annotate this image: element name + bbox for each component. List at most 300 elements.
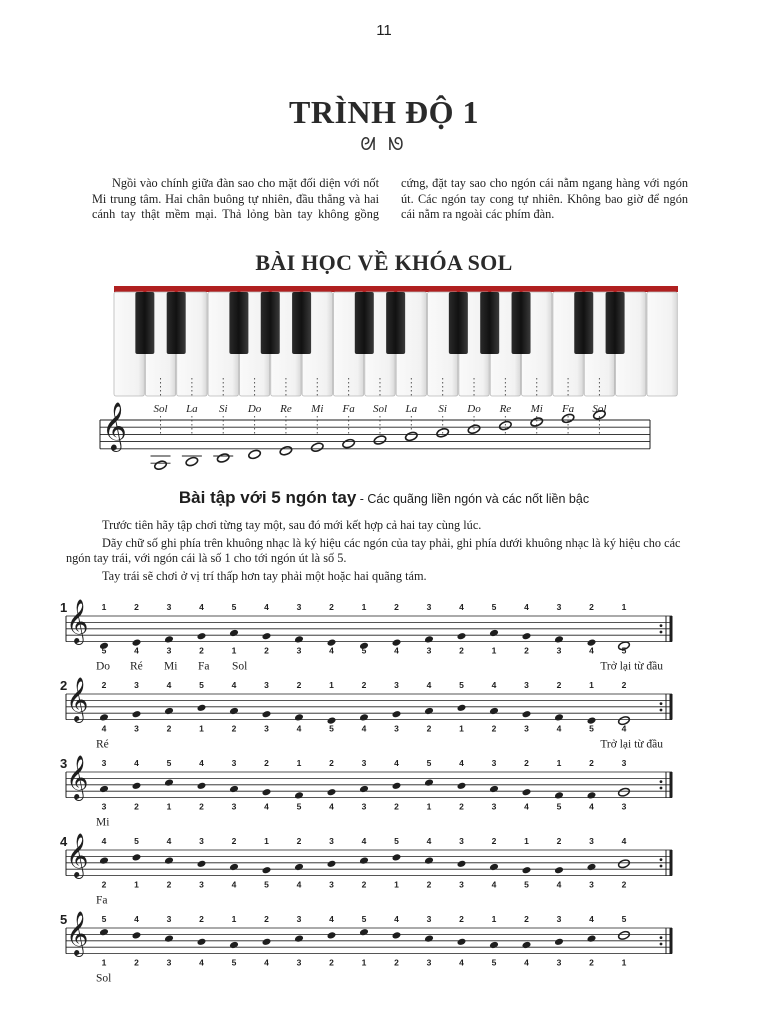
intro-paragraph-block: [92, 176, 688, 223]
left-hand-finger-number: 2: [166, 879, 172, 890]
note-name-label: Fa: [342, 403, 355, 415]
left-hand-finger-number: 4: [134, 645, 139, 656]
left-hand-finger-number: 2: [394, 801, 399, 812]
right-hand-finger-number: 3: [491, 758, 497, 768]
right-hand-finger-number: 3: [426, 602, 432, 612]
repeat-dot: [660, 787, 663, 790]
black-key: [229, 292, 248, 354]
black-key: [386, 292, 405, 354]
quarter-note: [294, 791, 304, 799]
quarter-note: [327, 931, 337, 939]
left-hand-finger-number: 4: [491, 879, 497, 890]
right-hand-finger-number: 4: [394, 758, 399, 768]
right-hand-finger-number: 5: [199, 680, 204, 690]
page-title: TRÌNH ĐỘ 1: [289, 94, 479, 130]
note-name-label: Mi: [164, 660, 178, 673]
left-hand-finger-number: 1: [491, 645, 497, 656]
right-hand-finger-number: 1: [264, 836, 269, 846]
flourish-ornament-icon: ᘛ ᘚ: [360, 134, 408, 154]
right-hand-finger-number: 2: [134, 602, 139, 612]
quarter-note: [489, 863, 499, 871]
note-name-label: Mi: [311, 403, 324, 415]
right-hand-finger-number: 3: [166, 914, 172, 924]
right-hand-finger-number: 4: [101, 836, 107, 846]
right-hand-finger-number: 4: [231, 680, 237, 690]
quarter-note: [262, 632, 272, 640]
left-hand-finger-number: 2: [394, 957, 399, 968]
whole-note: [373, 435, 387, 446]
left-hand-finger-number: 4: [231, 879, 237, 890]
right-hand-finger-number: 2: [231, 836, 237, 846]
note-name-labels: [153, 403, 606, 415]
left-hand-finger-number: 4: [394, 645, 399, 656]
whole-note: [499, 420, 513, 431]
quarter-note: [294, 713, 304, 721]
right-hand-finger-number: 3: [166, 602, 172, 612]
quarter-note: [489, 785, 499, 793]
right-hand-finger-number: 3: [199, 836, 204, 846]
quarter-note: [587, 863, 597, 871]
left-hand-finger-number: 3: [491, 801, 497, 812]
black-key: [606, 292, 625, 354]
left-hand-finger-number: 2: [264, 645, 269, 656]
left-hand-finger-number: 3: [426, 645, 432, 656]
left-hand-finger-number: 4: [556, 879, 562, 890]
right-hand-finger-number: 5: [134, 836, 139, 846]
right-hand-finger-number: 1: [556, 758, 562, 768]
quarter-note: [392, 853, 402, 861]
note-name-label: Sol: [592, 403, 607, 415]
right-hand-finger-number: 3: [524, 680, 529, 690]
quarter-note: [197, 860, 207, 868]
left-hand-finger-number: 5: [621, 645, 627, 656]
quarter-note: [457, 860, 467, 868]
repeat-dot: [660, 858, 663, 861]
keyboard-and-stave-figure: [100, 286, 680, 474]
left-hand-finger-number: 3: [199, 879, 204, 890]
right-hand-finger-number: 1: [296, 758, 302, 768]
right-hand-finger-number: 3: [134, 680, 139, 690]
left-hand-finger-number: 1: [394, 879, 399, 890]
quarter-note: [489, 629, 499, 637]
quarter-note: [359, 713, 369, 721]
quarter-note: [229, 863, 239, 871]
left-hand-finger-number: 3: [134, 723, 139, 734]
quarter-note: [294, 934, 304, 942]
left-hand-finger-number: 3: [556, 645, 562, 656]
quarter-note: [229, 941, 239, 949]
quarter-note: [132, 710, 142, 718]
left-hand-finger-number: 1: [166, 801, 172, 812]
treble-clef-icon: 𝄞: [66, 677, 89, 721]
right-hand-finger-number: 5: [426, 758, 432, 768]
right-hand-finger-number: 2: [524, 914, 529, 924]
right-hand-finger-number: 4: [166, 680, 172, 690]
exercise-system: [60, 833, 672, 907]
right-hand-finger-number: 2: [621, 680, 627, 690]
right-hand-finger-number: 3: [589, 836, 594, 846]
right-hand-finger-number: 4: [166, 836, 172, 846]
note-name-label: Si: [438, 403, 447, 415]
note-name-label: Fa: [561, 403, 575, 415]
exercise-number: 3: [60, 756, 68, 771]
quarter-note: [262, 788, 272, 796]
repeat-dot: [660, 624, 663, 627]
right-hand-finger-number: 5: [491, 602, 497, 612]
right-hand-finger-number: 3: [556, 602, 562, 612]
instructions: [66, 518, 686, 586]
treble-clef-icon: 𝄞: [66, 833, 89, 877]
exercise-system: [60, 911, 672, 985]
black-key: [480, 292, 499, 354]
quarter-note: [197, 938, 207, 946]
treble-clef-icon: 𝄞: [66, 755, 89, 799]
left-hand-finger-number: 5: [361, 645, 367, 656]
left-hand-finger-number: 4: [524, 801, 529, 812]
whole-note: [279, 445, 293, 456]
instruction-line: Trước tiên hãy tập chơi từng tay một, sau đó mới kết hợp cả hai tay cùng lúc.: [102, 518, 482, 532]
quarter-note: [262, 938, 272, 946]
left-hand-finger-number: 5: [231, 957, 237, 968]
note-name-label: Fa: [96, 894, 108, 907]
quarter-note: [424, 635, 434, 643]
left-hand-finger-number: 3: [231, 801, 237, 812]
left-hand-finger-number: 5: [491, 957, 497, 968]
quarter-note: [262, 866, 272, 874]
quarter-note: [132, 782, 142, 790]
left-hand-finger-number: 2: [199, 645, 204, 656]
right-hand-finger-number: 2: [329, 758, 334, 768]
right-hand-finger-number: 3: [329, 836, 334, 846]
exercise-number: 4: [60, 834, 68, 849]
instruction-line: Tay trái sẽ chơi ở vị trí thấp hơn tay phải một hoặc hai quãng tám.: [102, 568, 427, 583]
black-key: [135, 292, 154, 354]
right-hand-finger-number: 3: [556, 914, 562, 924]
right-hand-finger-number: 3: [621, 758, 627, 768]
quarter-note: [457, 782, 467, 790]
left-hand-finger-number: 2: [491, 723, 497, 734]
right-hand-finger-number: 2: [394, 602, 399, 612]
left-hand-finger-number: 4: [621, 723, 627, 734]
exercise-system: [60, 755, 672, 829]
quarter-note: [392, 782, 402, 790]
right-hand-finger-number: 3: [264, 680, 269, 690]
quarter-note: [554, 866, 564, 874]
right-hand-finger-number: 4: [134, 758, 139, 768]
left-hand-finger-number: 2: [199, 801, 204, 812]
right-hand-finger-number: 1: [589, 680, 594, 690]
right-hand-finger-number: 5: [231, 602, 237, 612]
right-hand-finger-number: 2: [589, 758, 594, 768]
exercise-heading-sub: - Các quãng liền ngón và các nốt liền bậc: [356, 492, 590, 506]
left-hand-finger-number: 4: [459, 957, 464, 968]
quarter-note: [489, 707, 499, 715]
exercise-number: 5: [60, 912, 68, 927]
right-hand-finger-number: 5: [621, 914, 627, 924]
left-hand-finger-number: 5: [524, 879, 529, 890]
left-hand-finger-number: 3: [621, 801, 627, 812]
right-hand-finger-number: 3: [101, 758, 107, 768]
repeat-from-start-label: Trở lại từ đầu: [600, 660, 663, 673]
left-hand-finger-number: 2: [231, 723, 237, 734]
quarter-note: [327, 788, 337, 796]
note-name-label: Re: [499, 403, 512, 415]
left-hand-finger-number: 1: [231, 645, 237, 656]
right-hand-finger-number: 3: [394, 680, 399, 690]
left-hand-finger-number: 1: [459, 723, 464, 734]
left-hand-finger-number: 2: [329, 957, 334, 968]
note-name-label: Do: [96, 660, 111, 673]
left-hand-finger-number: 2: [426, 879, 432, 890]
right-hand-finger-number: 5: [361, 914, 367, 924]
note-name-label: Ré: [130, 660, 143, 673]
black-key: [167, 292, 186, 354]
left-hand-finger-number: 5: [264, 879, 269, 890]
note-name-label: Do: [247, 403, 262, 415]
right-hand-finger-number: 4: [394, 914, 399, 924]
five-finger-exercises: [60, 596, 700, 985]
left-hand-finger-number: 1: [199, 723, 204, 734]
right-hand-finger-number: 4: [524, 602, 529, 612]
quarter-note: [457, 704, 467, 712]
quarter-note: [164, 635, 174, 643]
right-hand-finger-number: 4: [459, 602, 464, 612]
right-hand-finger-number: 4: [426, 680, 432, 690]
note-name-label: Do: [467, 403, 481, 415]
quarter-note: [99, 713, 109, 721]
left-hand-finger-number: 3: [329, 879, 334, 890]
quarter-note: [132, 853, 142, 861]
left-hand-finger-number: 3: [101, 801, 107, 812]
left-hand-finger-number: 4: [329, 645, 334, 656]
lesson-title: BÀI HỌC VỀ KHÓA SOL: [255, 250, 513, 275]
whole-note: [618, 930, 631, 940]
left-hand-finger-number: 4: [589, 645, 594, 656]
note-name-label: Sol: [153, 403, 168, 415]
left-hand-finger-number: 3: [394, 723, 399, 734]
quarter-note: [392, 710, 402, 718]
right-hand-finger-number: 4: [589, 914, 594, 924]
left-hand-finger-number: 4: [296, 723, 302, 734]
quarter-note: [554, 713, 564, 721]
left-hand-finger-number: 3: [296, 957, 302, 968]
right-hand-finger-number: 5: [394, 836, 399, 846]
exercise-heading-main: Bài tập với 5 ngón tay: [178, 488, 357, 507]
right-hand-finger-number: 4: [491, 680, 497, 690]
left-hand-finger-number: 2: [361, 879, 367, 890]
note-name-label: Sol: [96, 972, 112, 985]
note-name-label: Si: [218, 403, 228, 415]
right-hand-finger-number: 1: [231, 914, 237, 924]
left-hand-finger-number: 3: [166, 957, 172, 968]
right-hand-finger-number: 4: [264, 602, 269, 612]
piano-felt-strip: [114, 286, 678, 292]
quarter-note: [197, 782, 207, 790]
left-hand-finger-number: 5: [101, 645, 107, 656]
right-hand-finger-number: 3: [426, 914, 432, 924]
quarter-note: [164, 707, 174, 715]
quarter-note: [229, 707, 239, 715]
right-hand-finger-number: 4: [199, 602, 204, 612]
quarter-note: [587, 791, 597, 799]
left-hand-finger-number: 2: [134, 957, 139, 968]
exercise-system: [60, 677, 672, 751]
left-hand-finger-number: 4: [296, 879, 302, 890]
right-hand-finger-number: 2: [361, 680, 367, 690]
right-hand-finger-number: 2: [264, 758, 269, 768]
right-hand-finger-number: 1: [621, 602, 627, 612]
left-hand-finger-number: 3: [264, 723, 269, 734]
left-hand-finger-number: 2: [589, 957, 594, 968]
left-hand-finger-number: 5: [589, 723, 594, 734]
right-hand-finger-number: 5: [101, 914, 107, 924]
right-hand-finger-number: 2: [264, 914, 269, 924]
left-hand-finger-number: 4: [556, 723, 562, 734]
quarter-note: [197, 632, 207, 640]
quarter-note: [164, 934, 174, 942]
left-hand-finger-number: 3: [426, 957, 432, 968]
quarter-note: [359, 928, 369, 936]
black-key: [292, 292, 311, 354]
whole-note: [404, 431, 418, 442]
note-name-label: Re: [280, 403, 292, 415]
quarter-note: [587, 934, 597, 942]
quarter-note: [99, 785, 109, 793]
left-hand-finger-number: 2: [426, 723, 432, 734]
left-hand-finger-number: 2: [621, 879, 627, 890]
right-hand-finger-number: 4: [426, 836, 432, 846]
whole-note: [342, 438, 356, 449]
left-hand-finger-number: 1: [361, 957, 367, 968]
left-hand-finger-number: 3: [296, 645, 302, 656]
right-hand-finger-number: 5: [166, 758, 172, 768]
quarter-note: [132, 931, 142, 939]
note-name-label: Sol: [232, 660, 248, 673]
quarter-note: [424, 707, 434, 715]
quarter-note: [359, 856, 369, 864]
left-hand-finger-number: 5: [296, 801, 302, 812]
left-hand-finger-number: 4: [264, 957, 269, 968]
quarter-note: [424, 856, 434, 864]
left-hand-finger-number: 3: [556, 957, 562, 968]
left-hand-finger-number: 4: [101, 723, 107, 734]
whole-note: [154, 460, 168, 471]
whole-note: [618, 859, 631, 869]
left-hand-finger-number: 4: [199, 957, 204, 968]
quarter-note: [359, 785, 369, 793]
left-hand-finger-number: 2: [459, 645, 464, 656]
right-hand-finger-number: 2: [296, 836, 302, 846]
left-hand-finger-number: 3: [589, 879, 594, 890]
right-hand-finger-number: 4: [621, 836, 627, 846]
repeat-dot: [660, 631, 663, 634]
repeat-dot: [660, 865, 663, 868]
intro-paragraph: Ngồi vào chính giữa đàn sao cho mặt đối diện với nốt Mi trung tâm. Hai chân buông tự nhiên, đầu thẳng và hai cánh tay thật mềm mại. Thả lỏng bàn tay không gồng cứng, đặt tay sao cho ngón cái nằm ngang hàng với ngón út. Các ngón tay cong tự nhiên. Không bao giờ để ngón cái nằm ra ngoài các phím đàn.: [92, 176, 688, 222]
note-name-label: Sol: [372, 403, 388, 415]
left-hand-finger-number: 1: [426, 801, 432, 812]
left-hand-finger-number: 3: [166, 645, 172, 656]
whole-note: [216, 453, 230, 464]
right-hand-finger-number: 2: [329, 602, 334, 612]
left-hand-finger-number: 3: [524, 723, 529, 734]
quarter-note: [554, 791, 564, 799]
exercise-number: 1: [60, 600, 68, 615]
black-key: [355, 292, 374, 354]
quarter-note: [392, 931, 402, 939]
repeat-dot: [660, 702, 663, 705]
left-hand-finger-number: 2: [134, 801, 139, 812]
right-hand-finger-number: 3: [296, 914, 302, 924]
note-name-label: Fa: [198, 660, 210, 673]
note-name-label: Ré: [96, 738, 109, 751]
left-hand-finger-number: 4: [524, 957, 529, 968]
right-hand-finger-number: 2: [589, 602, 594, 612]
right-hand-finger-number: 2: [556, 836, 562, 846]
left-hand-finger-number: 1: [134, 879, 139, 890]
quarter-note: [457, 632, 467, 640]
page-number: 11: [376, 22, 392, 39]
whole-note: [530, 417, 544, 428]
right-hand-finger-number: 1: [329, 680, 334, 690]
quarter-note: [489, 941, 499, 949]
right-hand-finger-number: 4: [134, 914, 139, 924]
left-hand-finger-number: 3: [459, 879, 464, 890]
quarter-note: [522, 941, 532, 949]
note-name-label: Mi: [96, 816, 110, 829]
quarter-note: [424, 778, 434, 786]
quarter-note: [554, 938, 564, 946]
note-name-label: La: [186, 403, 198, 415]
left-hand-finger-number: 5: [556, 801, 562, 812]
right-hand-finger-number: 4: [329, 914, 334, 924]
quarter-note: [99, 856, 109, 864]
whole-note: [310, 442, 324, 453]
quarter-note: [522, 866, 532, 874]
quarter-note: [522, 710, 532, 718]
exercise-number: 2: [60, 678, 68, 693]
whole-note: [248, 449, 262, 460]
left-hand-finger-number: 1: [621, 957, 627, 968]
repeat-dot: [660, 780, 663, 783]
quarter-note: [99, 928, 109, 936]
left-hand-finger-number: 2: [524, 645, 529, 656]
right-hand-finger-number: 4: [199, 758, 204, 768]
left-hand-finger-number: 2: [166, 723, 172, 734]
quarter-note: [457, 938, 467, 946]
quarter-note: [554, 635, 564, 643]
treble-clef-icon: 𝄞: [102, 401, 127, 450]
left-hand-finger-number: 4: [264, 801, 269, 812]
right-hand-finger-number: 1: [101, 602, 107, 612]
note-name-label: Mi: [530, 403, 543, 415]
black-key: [449, 292, 468, 354]
left-hand-finger-number: 2: [101, 879, 107, 890]
left-hand-finger-number: 4: [589, 801, 594, 812]
instruction-line: Dãy chữ số ghi phía trên khuông nhạc là ký hiệu các ngón của tay phải, ghi phía dưới khuông nhạc là ký hiệu cho các ngón tay trái, với ngón cái là số 1 cho tới ngón út là số 5.: [66, 535, 681, 565]
black-key: [512, 292, 531, 354]
quarter-note: [294, 635, 304, 643]
right-hand-finger-number: 2: [491, 836, 497, 846]
treble-clef-icon: 𝄞: [66, 599, 89, 643]
right-hand-finger-number: 3: [296, 602, 302, 612]
left-hand-finger-number: 2: [459, 801, 464, 812]
black-key: [574, 292, 593, 354]
quarter-note: [424, 934, 434, 942]
right-hand-finger-number: 1: [361, 602, 367, 612]
quarter-note: [229, 785, 239, 793]
right-hand-finger-number: 1: [524, 836, 529, 846]
repeat-dot: [660, 936, 663, 939]
